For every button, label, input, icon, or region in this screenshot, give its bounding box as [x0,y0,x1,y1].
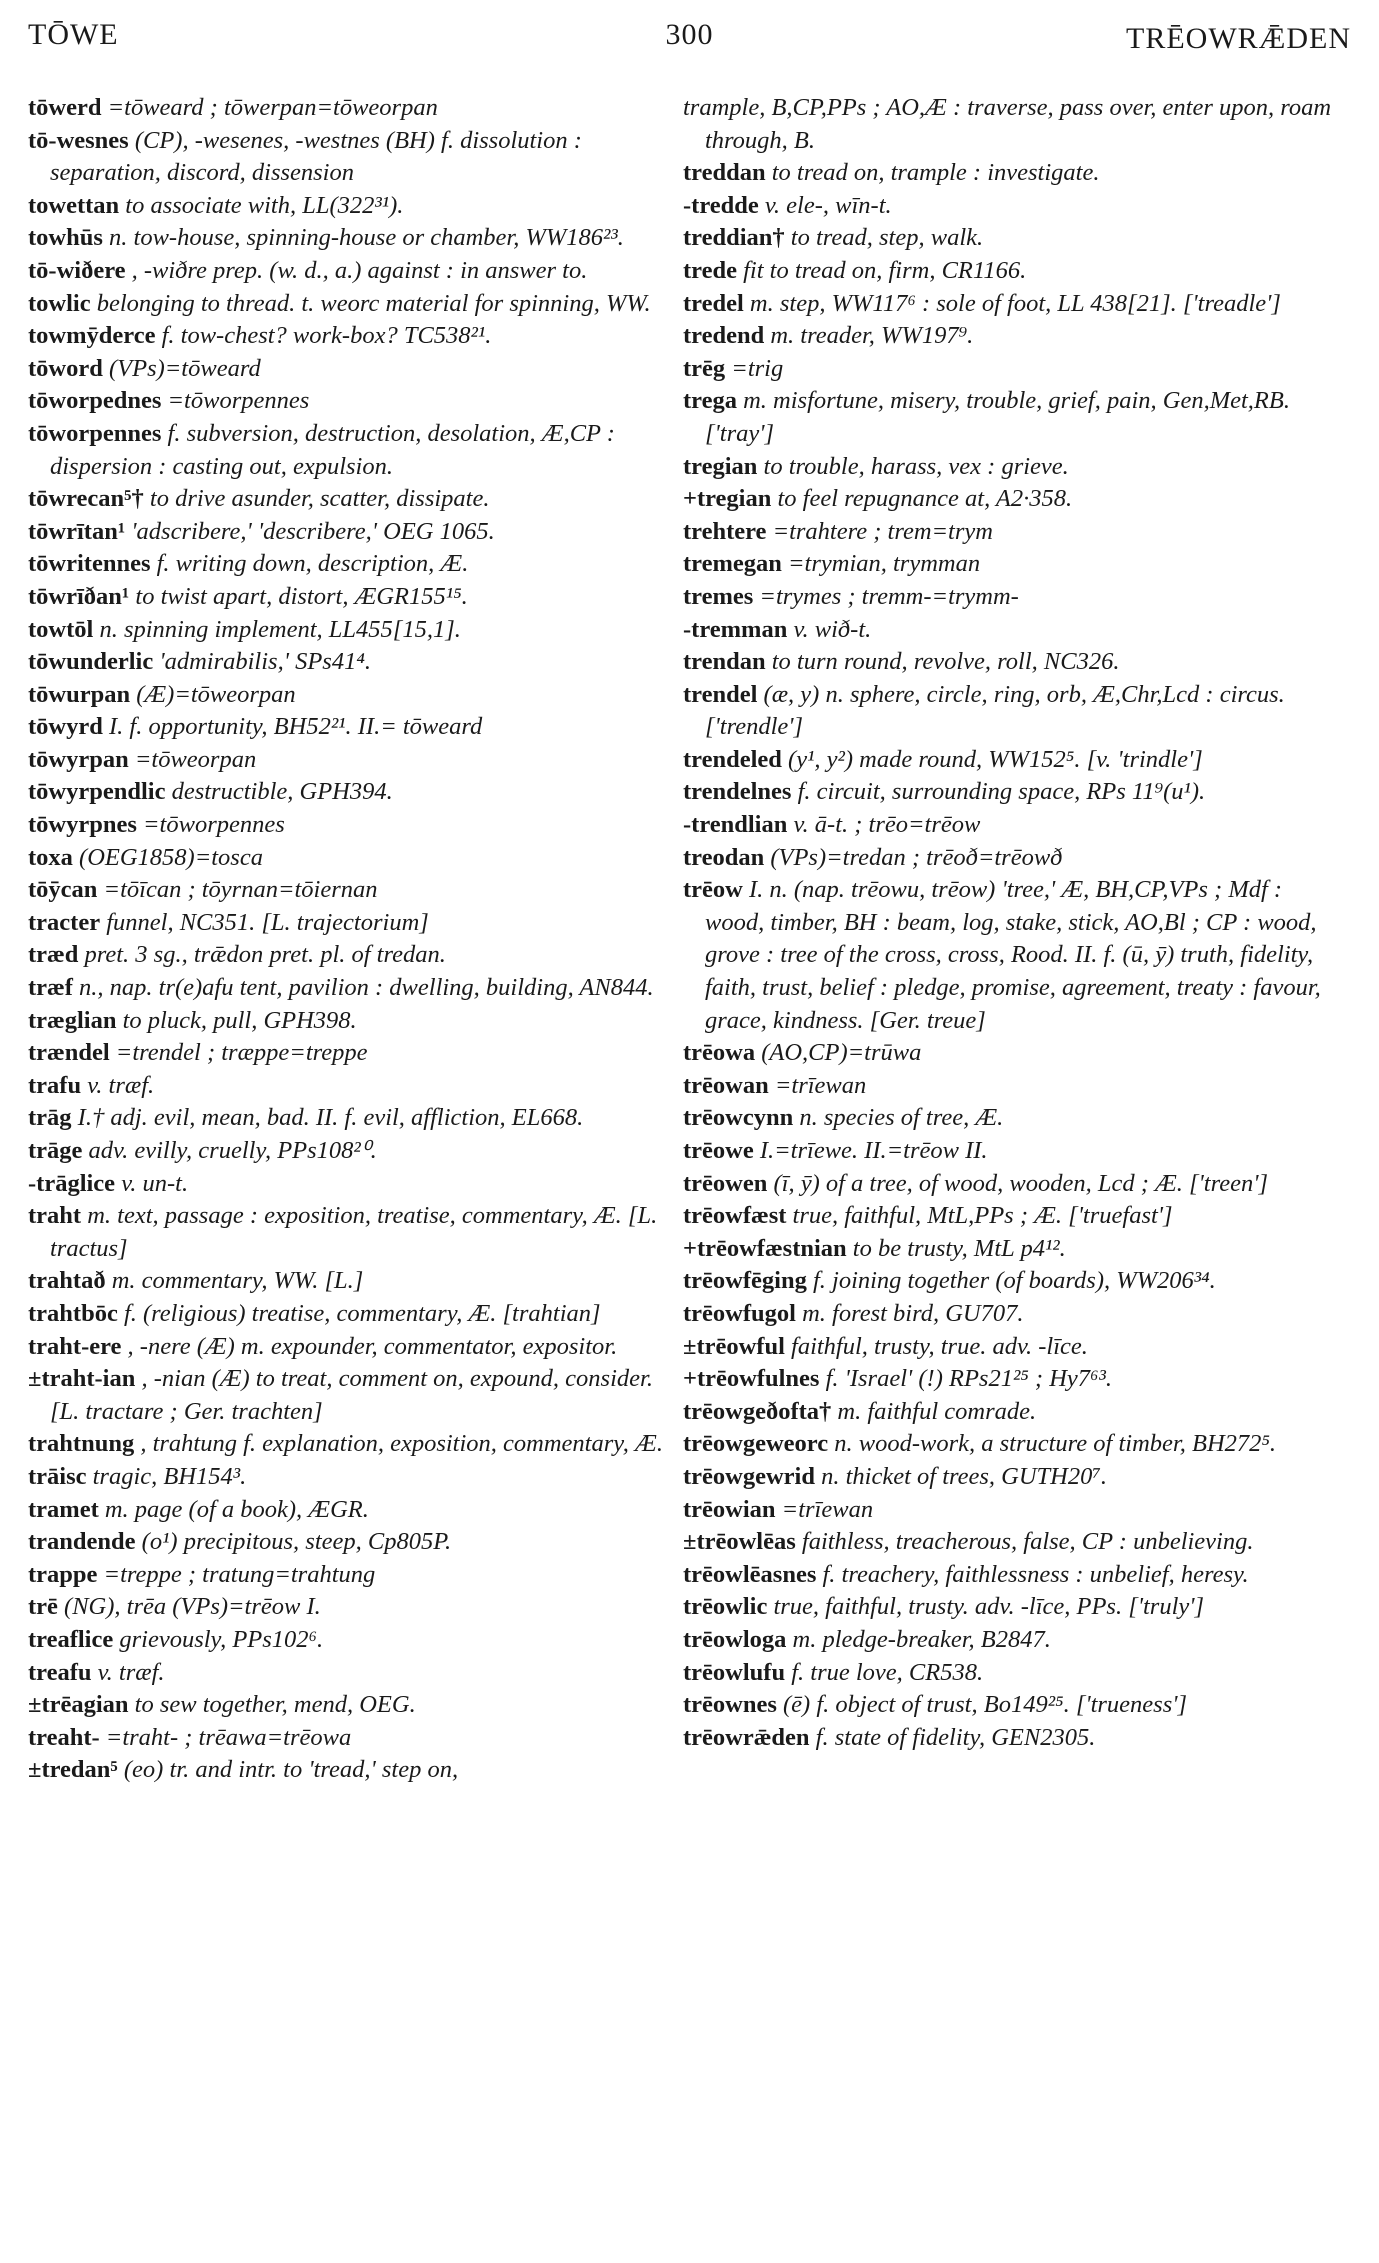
entry-headword: trede [683,256,737,284]
entry-headword: trēowrǣden [683,1723,810,1751]
dictionary-entry [683,1168,1338,1201]
entry-headword: trēowlēasnes [683,1560,817,1588]
dictionary-entry [28,1005,670,1038]
entry-definition: trample, B,CP,PPs ; AO,Æ : traverse, pass over, enter upon, roam through, B. [683,94,1332,154]
dictionary-entry [28,320,670,353]
dictionary-entry [28,1689,670,1722]
entry-headword: -trendlian [683,811,788,839]
entry-definition: to feel repugnance at, A2·358. [777,485,1073,513]
dictionary-entry [28,1428,670,1461]
dictionary-entry [28,1363,670,1428]
dictionary-entry [28,646,670,679]
entry-headword: treddan [683,159,766,187]
entry-definition: =trendel ; træppe=treppe [115,1039,368,1067]
entry-definition: , -wiðre prep. (w. d., a.) against : in answer to. [131,256,588,284]
dictionary-entry [683,1396,1338,1429]
entry-definition: n. wood-work, a structure of timber, BH272⁵. [834,1430,1277,1458]
entry-definition: (o¹) precipitous, steep, Cp805P. [141,1528,452,1556]
left-column [28,92,670,1787]
entry-definition: =tōweorpan [134,745,257,773]
dictionary-entry [28,972,670,1005]
entry-definition: grievously, PPs102⁶. [119,1625,324,1653]
entry-definition: f. tow-chest? work-box? TC538²¹. [161,322,492,350]
entry-headword: trēowa [683,1039,756,1067]
dictionary-entry [28,1168,670,1201]
dictionary-entry [28,809,670,842]
entry-headword: tremegan [683,550,782,578]
entry-definition: pret. 3 sg., trǣdon pret. pl. of tredan. [84,941,446,969]
dictionary-entry [683,222,1338,255]
dictionary-entry [683,1461,1338,1494]
entry-headword: tō-wesnes [28,126,129,154]
dictionary-entry [683,809,1338,842]
page-number: 300 [665,18,714,51]
entry-headword: trēowen [683,1169,768,1197]
dictionary-entry [28,190,670,223]
entry-headword: tōwyrpan [28,745,129,773]
entry-definition: =trahtere ; trem=trym [772,517,993,545]
entry-headword: -tredde [683,191,759,219]
header-last-word: TRĒOWRǢDEN [1126,22,1351,55]
entry-definition: adv. evilly, cruelly, PPs108²⁰. [88,1137,377,1164]
entry-definition: to tread, step, walk. [790,224,984,252]
dictionary-entry [28,711,670,744]
entry-headword: tredend [683,322,765,350]
dictionary-entry [28,679,670,712]
dictionary-entry [683,1135,1338,1168]
entry-headword: trēowgewrid [683,1462,815,1490]
entry-headword: towhūs [28,224,103,252]
dictionary-entry [28,939,670,972]
entry-definition: I. f. opportunity, BH52²¹. II.= tōweard [108,713,483,741]
entry-definition: destructible, GPH394. [171,778,393,806]
entry-definition: (NG), trēa (VPs)=trēow I. [64,1593,321,1621]
entry-definition: to tread on, trample : investigate. [771,159,1100,187]
entry-definition: =trīewan [781,1495,874,1523]
entry-headword: trēownes [683,1691,777,1719]
entry-headword: traht-ere [28,1332,122,1360]
dictionary-entry [28,548,670,581]
entry-definition: to sew together, mend, OEG. [134,1691,416,1719]
entry-headword: trehtere [683,517,767,545]
entry-definition: to trouble, harass, vex : grieve. [763,452,1069,480]
entry-headword: tōwritennes [28,550,151,578]
entry-headword: tregian [683,452,758,480]
dictionary-entry [28,1624,670,1657]
entry-headword: trendel [683,680,758,708]
dictionary-entry [28,1265,670,1298]
entry-headword: tramet [28,1495,99,1523]
entry-headword: tredel [683,289,744,317]
entry-headword: -tremman [683,615,788,643]
entry-headword: treodan [683,843,765,871]
dictionary-entry [28,255,670,288]
entry-headword: tōwrītan¹ [28,517,126,545]
entry-definition: to pluck, pull, GPH398. [122,1006,357,1034]
entry-headword: trandende [28,1528,136,1556]
entry-definition: , trahtung f. explanation, exposition, commentary, Æ. [140,1430,663,1458]
dictionary-entry [28,418,670,483]
dictionary-entry [683,1331,1338,1364]
entry-definition: I. n. (nap. trēowu, trēow) 'tree,' Æ, BH,CP,VPs ; Mdf : wood, timber, BH : beam, log, stake, stick, AO,Bl ; CP : wood, grove : tree of the cross, cross, Rood. II. f. (ū, ȳ) truth, fidelity, faith, trust, belief : pledge, promise, agreement, treaty : favour, grace, kindness. [Ger. treue] [705,876,1321,1034]
entry-definition: =tōīcan ; tōyrnan=tōiernan [103,876,378,904]
entry-headword: trēg [683,354,726,382]
entry-definition: (AO,CP)=trūwa [761,1039,922,1067]
entry-headword: tōȳcan [28,876,98,904]
entry-definition: , -nian (Æ) to treat, comment on, expound, consider. [L. tractare ; Ger. trachten] [50,1365,653,1425]
dictionary-entry [28,222,670,255]
entry-definition: m. forest bird, GU707. [802,1299,1024,1327]
entry-headword: traht [28,1202,82,1230]
entry-definition: (Æ)=tōweorpan [136,680,296,708]
dictionary-entry [28,874,670,907]
dictionary-entry [28,1135,670,1168]
entry-headword: trēowgeðofta† [683,1397,832,1425]
entry-definition: n., nap. tr(e)afu tent, pavilion : dwelling, building, AN844. [79,974,654,1002]
entry-headword: trafu [28,1071,82,1099]
entry-headword: -trāglice [28,1169,116,1197]
dictionary-entry [683,581,1338,614]
dictionary-entry [28,1526,670,1559]
dictionary-entry [28,1657,670,1690]
entry-definition: m. faithful comrade. [837,1397,1037,1425]
entry-definition: (OEG1858)=tosca [79,843,263,871]
entry-definition: true, faithful, MtL,PPs ; Æ. ['truefast'] [792,1202,1173,1230]
entry-headword: +trēowfulnes [683,1365,820,1393]
entry-headword: tremes [683,582,754,610]
dictionary-entry [683,548,1338,581]
entry-definition: =trymian, trymman [788,550,981,578]
dictionary-entry [683,842,1338,875]
entry-definition: =traht- ; trēawa=trēowa [105,1723,352,1751]
entry-headword: trappe [28,1560,98,1588]
dictionary-entry [28,385,670,418]
entry-definition: f. true love, CR538. [791,1658,984,1686]
entry-definition: n. thicket of trees, GUTH20⁷. [821,1462,1108,1490]
dictionary-entry [683,1200,1338,1233]
entry-definition: funnel, NC351. [L. trajectorium] [106,908,429,936]
dictionary-entry [28,1722,670,1755]
entry-headword: ±tredan⁵ [28,1756,118,1784]
dictionary-entry [28,1494,670,1527]
entry-definition: v. ele-, wīn-t. [764,191,892,219]
dictionary-entry [28,907,670,940]
entry-headword: trēowe [683,1137,754,1164]
running-header [28,18,1351,68]
entry-definition: =trymes ; tremm-=trymm- [759,582,1019,610]
entry-headword: trahtbōc [28,1299,118,1327]
dictionary-entry [683,614,1338,647]
entry-headword: trahtað [28,1267,106,1295]
dictionary-entry [683,1689,1338,1722]
entry-headword: +trēowfæstnian [683,1234,847,1262]
dictionary-entry [683,776,1338,809]
entry-definition: =treppe ; tratung=trahtung [103,1560,376,1588]
entry-definition: (VPs)=tredan ; trēoð=trēowð [770,843,1063,871]
dictionary-entry [683,451,1338,484]
dictionary-entry [683,1591,1338,1624]
entry-headword: trahtnung [28,1430,135,1458]
dictionary-entry [683,92,1338,157]
dictionary-entry [28,1559,670,1592]
dictionary-entry [28,125,670,190]
entry-headword: trendan [683,648,766,676]
entry-definition: v. træf. [97,1658,165,1686]
dictionary-entry [683,157,1338,190]
entry-headword: treddian† [683,224,785,252]
header-first-word: TŌWE [28,18,119,51]
dictionary-entry [28,1591,670,1624]
entry-headword: +tregian [683,485,772,513]
entry-definition: belonging to thread. t. weorc material for spinning, WW. [96,289,651,317]
dictionary-entry [28,353,670,386]
entry-headword: trēowfēging [683,1267,807,1295]
dictionary-entry [28,614,670,647]
dictionary-entry [28,1461,670,1494]
dictionary-entry [683,679,1338,744]
dictionary-entry [683,320,1338,353]
entry-definition: f. 'Israel' (!) RPs21²⁵ ; Hy7⁶³. [825,1365,1113,1393]
entry-headword: tōwrecan⁵† [28,485,144,513]
entry-headword: træf [28,974,73,1002]
dictionary-entry [28,1037,670,1070]
dictionary-entry [683,255,1338,288]
dictionary-entry [28,288,670,321]
dictionary-entry [683,744,1338,777]
entry-headword: tracter [28,908,101,936]
entry-definition: =tōworpennes [167,387,310,415]
entry-headword: trēowan [683,1071,769,1099]
dictionary-entry [28,744,670,777]
entry-definition: f. circuit, surrounding space, RPs 11⁹(u¹). [797,778,1206,806]
entry-definition: I.=trīewe. II.=trēow II. [759,1137,988,1164]
entry-headword: towtōl [28,615,94,643]
dictionary-entry [683,1070,1338,1103]
entry-definition: to twist apart, distort, ÆGR155¹⁵. [135,582,468,610]
entry-headword: tō-wiðere [28,256,126,284]
entry-headword: toxa [28,843,73,871]
dictionary-entry [28,776,670,809]
entry-definition: 'adscribere,' 'describere,' OEG 1065. [131,517,495,545]
dictionary-entry [683,385,1338,450]
entry-headword: trāge [28,1137,83,1164]
entry-definition: v. træf. [87,1071,155,1099]
entry-headword: treaflice [28,1625,114,1653]
entry-definition: faithful, trusty, true. adv. -līce. [791,1332,1088,1360]
dictionary-entry [28,1102,670,1135]
dictionary-entry [683,1102,1338,1135]
entry-definition: v. un-t. [121,1169,189,1197]
entry-headword: ±trēagian [28,1691,129,1719]
dictionary-entry [683,1428,1338,1461]
entry-headword: treaht- [28,1723,100,1751]
dictionary-entry [683,1363,1338,1396]
entry-definition: =tōweard ; tōwerpan=tōweorpan [107,94,438,121]
entry-definition: m. text, passage : exposition, treatise, commentary, Æ. [L. tractus] [50,1202,658,1262]
entry-headword: ±trēowful [683,1332,785,1360]
entry-headword: trega [683,387,737,415]
dictionary-entry [683,1526,1338,1559]
entry-definition: (æ, y) n. sphere, circle, ring, orb, Æ,Chr,Lcd : circus. ['trendle'] [705,680,1285,741]
entry-headword: towettan [28,191,120,219]
entry-definition: n. spinning implement, LL455[15,1]. [99,615,461,643]
entry-headword: tōwrīðan¹ [28,582,130,610]
entry-definition: =trig [731,354,784,382]
entry-headword: trāg [28,1104,72,1132]
entry-definition: f. (religious) treatise, commentary, Æ. [trahtian] [123,1299,601,1327]
entry-headword: tōwerd [28,94,102,121]
entry-definition: faithless, treacherous, false, CP : unbelieving. [801,1528,1254,1556]
entry-definition: =tōworpennes [143,811,285,839]
dictionary-entry [683,288,1338,321]
entry-definition: f. treachery, faithlessness : unbelief, heresy. [822,1560,1249,1588]
entry-headword: trāisc [28,1462,87,1490]
entry-headword: ±traht-ian [28,1365,136,1393]
entry-definition: (VPs)=tōweard [108,354,261,382]
entry-headword: tōworpednes [28,387,162,415]
dictionary-entry [683,483,1338,516]
entry-definition: f. state of fidelity, GEN2305. [815,1723,1096,1751]
dictionary-entry [683,1298,1338,1331]
entry-definition: n. tow-house, spinning-house or chamber, WW186²³. [109,224,624,252]
entry-headword: trēowfugol [683,1299,796,1327]
entry-headword: tōwunderlic [28,648,154,676]
dictionary-entry [683,1559,1338,1592]
dictionary-entry [28,1298,670,1331]
dictionary-entry [683,1722,1338,1755]
entry-definition: 'admirabilis,' SPs41⁴. [159,648,371,676]
entry-definition: (ē) f. object of trust, Bo149²⁵. ['trueness'] [783,1691,1188,1719]
entry-definition: m. misfortune, misery, trouble, grief, pain, Gen,Met,RB. ['tray'] [705,387,1290,447]
entry-headword: tōwyrpendlic [28,778,166,806]
dictionary-entry [683,1624,1338,1657]
entry-headword: trēow [683,876,743,904]
entry-headword: træd [28,941,79,969]
dictionary-entry [28,1331,670,1364]
dictionary-entry [28,483,670,516]
entry-definition: to associate with, LL(322³¹). [125,191,404,219]
entry-definition: to turn round, revolve, roll, NC326. [771,648,1120,676]
entry-headword: tōwyrd [28,713,103,741]
entry-headword: trēowcynn [683,1104,794,1132]
entry-headword: tōwurpan [28,680,131,708]
entry-definition: n. species of tree, Æ. [799,1104,1004,1132]
dictionary-entry [28,1070,670,1103]
entry-headword: trēowian [683,1495,776,1523]
entry-definition: m. commentary, WW. [L.] [111,1267,364,1295]
dictionary-entry [28,842,670,875]
entry-definition: m. page (of a book), ÆGR. [104,1495,369,1523]
entry-definition: f. subversion, destruction, desolation, Æ,CP : dispersion : casting out, expulsion. [50,419,615,480]
dictionary-entry [28,1754,670,1787]
dictionary-entry [683,646,1338,679]
entry-definition: f. writing down, description, Æ. [156,550,469,578]
entry-headword: trē [28,1593,58,1621]
entry-headword: trēowloga [683,1625,787,1653]
entry-headword: trēowlufu [683,1658,786,1686]
dictionary-entry [683,1233,1338,1266]
dictionary-entry [683,874,1338,1037]
entry-headword: trēowfæst [683,1202,787,1230]
entry-definition: m. pledge-breaker, B2847. [792,1625,1051,1653]
entry-definition: I.† adj. evil, mean, bad. II. f. evil, affliction, EL668. [77,1104,584,1132]
entry-definition: v. ā-t. ; trēo=trēow [793,811,981,839]
entry-definition: (y¹, y²) made round, WW152⁵. [v. 'trindle'] [788,745,1203,773]
dictionary-entry [683,1037,1338,1070]
entry-headword: towmȳderce [28,322,156,350]
entry-headword: trændel [28,1039,110,1067]
entry-definition: f. joining together (of boards), WW206³⁴. [812,1267,1216,1295]
entry-definition: m. step, WW117⁶ : sole of foot, LL 438[21]. ['treadle'] [749,289,1281,317]
dictionary-entry [683,1494,1338,1527]
right-column [683,92,1338,1754]
entry-definition: (eo) tr. and intr. to 'tread,' step on, [123,1756,459,1784]
dictionary-entry [683,516,1338,549]
dictionary-entry [28,516,670,549]
entry-headword: trēowgeweorc [683,1430,829,1458]
entry-definition: v. wið-t. [793,615,872,643]
entry-definition: to drive asunder, scatter, dissipate. [149,485,490,513]
entry-definition: , -nere (Æ) m. expounder, commentator, expositor. [127,1332,618,1360]
entry-definition: fit to tread on, firm, CR1166. [743,256,1027,284]
entry-headword: trendeled [683,745,782,773]
dictionary-entry [683,190,1338,223]
entry-headword: ±trēowlēas [683,1528,796,1556]
entry-headword: træglian [28,1006,117,1034]
entry-definition: (CP), -wesenes, -westnes (BH) f. dissolution : separation, discord, dissension [50,126,582,187]
entry-headword: trendelnes [683,778,792,806]
entry-headword: trēowlic [683,1593,768,1621]
entry-headword: treafu [28,1658,92,1686]
dictionary-entry [683,353,1338,386]
entry-definition: to be trusty, MtL p4¹². [852,1234,1066,1262]
entry-headword: tōworpennes [28,419,162,447]
entry-definition: tragic, BH154³. [92,1462,247,1490]
entry-headword: tōword [28,354,103,382]
entry-headword: towlic [28,289,91,317]
dictionary-entry [28,92,670,125]
dictionary-entry [28,581,670,614]
entry-definition: m. treader, WW197⁹. [770,322,974,350]
entry-definition: =trīewan [774,1071,867,1099]
entry-headword: tōwyrpnes [28,811,137,839]
dictionary-entry [28,1200,670,1265]
entry-definition: true, faithful, trusty. adv. -līce, PPs. ['truly'] [773,1593,1205,1621]
entry-definition: (ī, ȳ) of a tree, of wood, wooden, Lcd ; Æ. ['treen'] [773,1169,1269,1197]
dictionary-entry [683,1265,1338,1298]
dictionary-entry [683,1657,1338,1690]
